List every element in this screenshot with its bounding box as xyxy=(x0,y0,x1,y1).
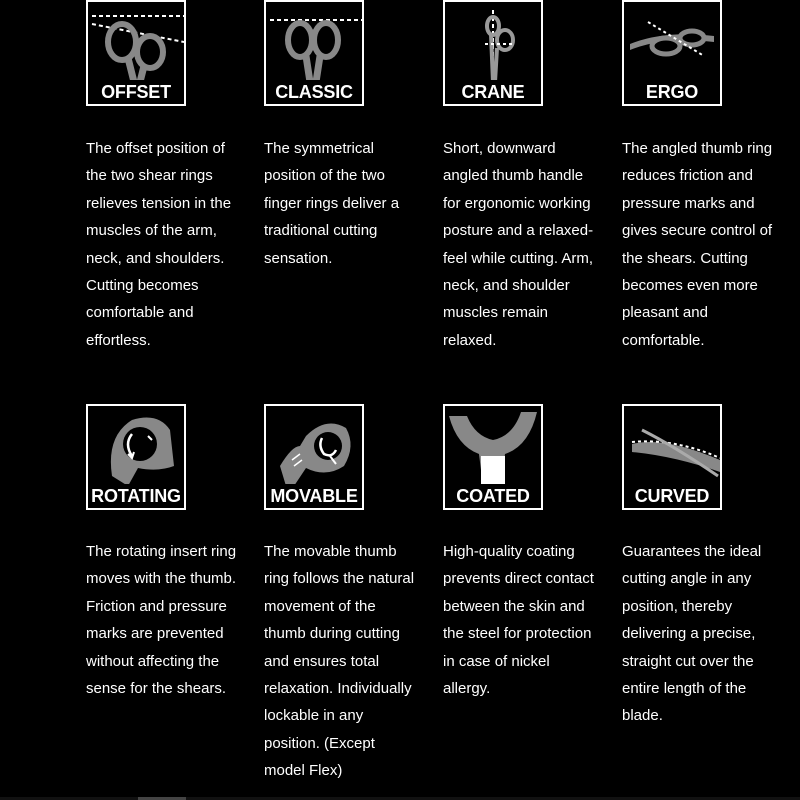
curved-icon-box xyxy=(622,404,722,510)
crane-label: CRANE xyxy=(445,80,541,104)
rotating-icon-box xyxy=(86,404,186,510)
text-line: traditional cutting xyxy=(264,222,378,240)
text-line: reduces friction and xyxy=(622,167,753,185)
text-line: neck, and shoulders. xyxy=(86,249,225,267)
offset-description xyxy=(86,135,256,354)
crane-scissors-icon xyxy=(445,2,541,82)
coated-label: COATED xyxy=(445,484,541,508)
text-line: marks are prevented xyxy=(86,625,224,643)
text-line: sense for the shears. xyxy=(86,680,227,698)
text-line: and ensures total xyxy=(264,652,380,670)
text-line: sensation. xyxy=(264,249,333,267)
text-line: comfortable and xyxy=(86,304,194,322)
text-line: feel while cutting. Arm, xyxy=(443,249,594,267)
text-line: model Flex) xyxy=(264,762,343,780)
text-line: relieves tension in the xyxy=(86,194,232,212)
rotating-ring-icon xyxy=(88,406,184,486)
text-line: movement of the xyxy=(264,597,376,615)
ergo-label: ERGO xyxy=(624,80,720,104)
text-line: allergy. xyxy=(443,680,491,698)
text-line: relaxation. Individually xyxy=(264,680,412,698)
text-line: between the skin and xyxy=(443,597,585,615)
classic-label: CLASSIC xyxy=(266,80,362,104)
text-line: delivering a precise, xyxy=(622,625,756,643)
text-line: muscles of the arm, xyxy=(86,222,217,240)
text-line: Short, downward xyxy=(443,140,556,157)
movable-icon-box xyxy=(264,404,364,510)
text-line: prevents direct contact xyxy=(443,570,594,588)
text-line: gives secure control of xyxy=(622,222,773,240)
classic-scissors-icon xyxy=(266,2,362,82)
movable-ring-icon xyxy=(266,406,362,486)
text-line: muscles remain xyxy=(443,304,549,322)
text-line: entire length of the xyxy=(622,680,747,698)
text-line: the steel for protection xyxy=(443,625,592,643)
text-line: The offset position of xyxy=(86,140,225,157)
text-line: finger rings deliver a xyxy=(264,194,400,212)
text-line: position, thereby xyxy=(622,597,733,615)
classic-icon-box xyxy=(264,0,364,106)
rotating-description xyxy=(86,538,256,702)
text-line: position. (Except xyxy=(264,734,375,752)
text-line: pleasant and xyxy=(622,304,708,322)
text-line: relaxed. xyxy=(443,331,497,349)
text-line: in case of nickel xyxy=(443,652,550,670)
crane-icon-box xyxy=(443,0,543,106)
movable-label: MOVABLE xyxy=(266,484,362,508)
text-line: straight cut over the xyxy=(622,652,754,670)
text-line: blade. xyxy=(622,707,663,725)
ergo-scissors-icon xyxy=(624,2,720,82)
text-line: High-quality coating xyxy=(443,543,575,560)
offset-scissors-icon xyxy=(88,2,184,82)
crane-description xyxy=(443,135,613,354)
text-line: Guarantees the ideal xyxy=(622,543,762,560)
text-line: position of the two xyxy=(264,167,385,185)
text-line: The symmetrical xyxy=(264,140,375,157)
text-line: the shears. Cutting xyxy=(622,249,748,267)
text-line: pressure marks and xyxy=(622,194,755,212)
rotating-label: ROTATING xyxy=(88,484,184,508)
text-line: effortless. xyxy=(86,331,151,349)
text-line: for ergonomic working xyxy=(443,194,591,212)
ergo-description xyxy=(622,135,792,354)
text-line: neck, and shoulder xyxy=(443,277,570,295)
curved-blade-icon xyxy=(624,406,720,486)
movable-description xyxy=(264,538,434,785)
text-line: without affecting the xyxy=(86,652,220,670)
offset-label: OFFSET xyxy=(88,80,184,104)
offset-icon-box xyxy=(86,0,186,106)
curved-description xyxy=(622,538,792,730)
text-line: angled thumb handle xyxy=(443,167,584,185)
curved-label: CURVED xyxy=(624,484,720,508)
text-line: the two shear rings xyxy=(86,167,213,185)
coated-description xyxy=(443,538,613,702)
text-line: Friction and pressure xyxy=(86,597,227,615)
coated-icon-box xyxy=(443,404,543,510)
classic-description xyxy=(264,135,434,272)
text-line: The angled thumb ring xyxy=(622,140,773,157)
text-line: cutting angle in any xyxy=(622,570,752,588)
text-line: The rotating insert ring xyxy=(86,543,237,560)
text-line: The movable thumb xyxy=(264,543,397,560)
text-line: posture and a relaxed- xyxy=(443,222,594,240)
text-line: thumb during cutting xyxy=(264,625,400,643)
text-line: ring follows the natural xyxy=(264,570,415,588)
text-line: Cutting becomes xyxy=(86,277,199,295)
text-line: lockable in any xyxy=(264,707,364,725)
ergo-icon-box xyxy=(622,0,722,106)
text-line: comfortable. xyxy=(622,331,705,349)
text-line: moves with the thumb. xyxy=(86,570,237,588)
text-line: becomes even more xyxy=(622,277,758,295)
coated-blade-icon xyxy=(445,406,541,486)
